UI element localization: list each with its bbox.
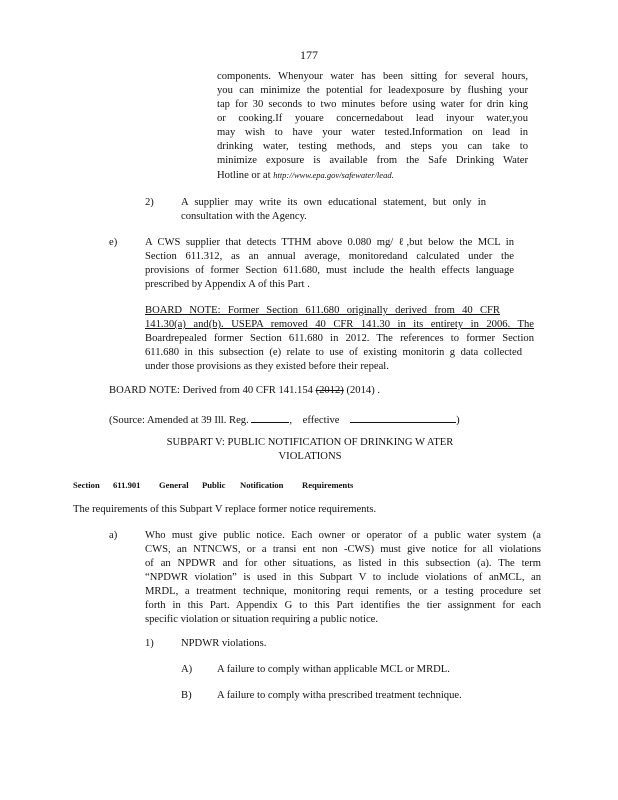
hotline-text: Hotline or at	[217, 170, 274, 181]
intro-line: or cooking.If youare concernedabout lead inyour water,you	[217, 113, 528, 124]
item-e-label: e)	[109, 237, 118, 248]
item-e-board-note	[145, 304, 534, 374]
board-note-line: under those provisions as they existed before their repeal.	[145, 361, 389, 372]
board-note-line: BOARD NOTE: Former Section 611.680 originally derived from 40 CFR	[145, 305, 500, 316]
item-2-label: 2)	[145, 197, 154, 208]
source-prefix: (Source: Amended at 39 Ill. Reg.	[109, 415, 249, 426]
derived-note-prefix: BOARD NOTE: Derived from 40 CFR 141.154	[109, 385, 316, 396]
board-note-line: 141.30(a) and(b). USEPA removed 40 CFR 141.30 in its entirety in 2006. The	[145, 319, 534, 330]
effective-date-blank	[350, 411, 456, 423]
section-title-word: Notification	[240, 480, 284, 490]
source-line: (Source: Amended at 39 Ill. Reg. , effective )	[109, 411, 529, 428]
item-a-line: CWS, an NTNCWS, or a transi ent non -CWS) must give notice for all violations	[145, 544, 541, 555]
item-B-label: B)	[181, 690, 192, 701]
intro-line: minimize exposure is available from the Safe Drinking Water	[217, 155, 528, 166]
item-A-label: A)	[181, 664, 193, 675]
subpart-intro-sentence	[73, 503, 493, 517]
section-title-word: General	[159, 480, 189, 490]
subpart-heading-line1: SUBPART V: PUBLIC NOTIFICATION OF DRINKING W ATER	[166, 437, 454, 448]
item-a-line: of an NPDWR and for other situations, as listed in this subsection (a). The term	[145, 558, 541, 569]
item-1-label: 1)	[145, 638, 154, 649]
section-label: Section	[73, 480, 100, 490]
derived-board-note	[109, 384, 529, 398]
intro-line: tap for 30 seconds to two minutes before using water for drin king	[217, 99, 528, 110]
derived-note-struck: (2012)	[315, 385, 344, 396]
epa-lead-link[interactable]: http://www.epa.gov/safewater/lead.	[273, 170, 394, 180]
item-2-line: consultation with the Agency.	[181, 211, 307, 222]
item-a-line: specific violation or situation requiring a public notice.	[145, 614, 379, 625]
derived-note-suffix: (2014) .	[343, 385, 381, 396]
page-number: 177	[300, 48, 318, 62]
subpart-heading	[120, 436, 500, 464]
item-e-line: provisions of former Section 611.680, must include the health effects language	[145, 265, 514, 276]
section-title-word: Requirements	[302, 480, 354, 490]
item-a-line: Who must give public notice. Each owner or operator of a public water system (a	[145, 530, 541, 541]
item-A-text: A failure to comply withan applicable MCL or MRDL.	[217, 664, 450, 675]
item-a-label: a)	[109, 530, 118, 541]
item-a-line: forth in this Part. Appendix G to this Part identifies the tier assignment for each	[145, 600, 541, 611]
intro-line: may wish to have your water tested.Information on lead in	[217, 127, 528, 138]
item-a-text	[145, 529, 541, 627]
reg-page-blank	[251, 411, 289, 423]
subpart-heading-line2: VIOLATIONS	[278, 451, 342, 462]
item-e-line: prescribed by Appendix A of this Part .	[145, 279, 310, 290]
board-note-line: 611.680 in this subsection (e) relate to use of existing monitorin g data collected	[145, 347, 522, 358]
intro-paragraph	[217, 70, 528, 183]
item-B-text: A failure to comply witha prescribed treatment technique.	[217, 690, 462, 701]
intro-sentence-text: The requirements of this Subpart V replace former notice requirements.	[73, 504, 377, 515]
board-note-line: Boardrepealed former Section 611.680 in 2012. The references to former Section	[145, 333, 534, 344]
item-2-line: A supplier may write its own educational statement, but only in	[181, 197, 486, 208]
source-effective: effective	[302, 415, 340, 426]
item-a-line: MRDL, a treatment technique, monitoring requi rements, or a testing procedure set	[145, 586, 541, 597]
intro-line: components. Whenyour water has been sitting for several hours,	[217, 71, 528, 82]
item-e-line: Section 611.312, as an annual average, monitoredand calculated under the	[145, 251, 514, 262]
section-number: 611.901	[113, 480, 141, 490]
item-2-text	[181, 196, 486, 224]
intro-line: you can minimize the potential for leadexposure by flushing your	[217, 85, 528, 96]
intro-line: drinking water, testing methods, and steps you can take to	[217, 141, 528, 152]
item-e-line: A CWS supplier that detects TTHM above 0.080 mg/ ℓ,but below the MCL in	[145, 237, 514, 248]
item-e-text	[145, 236, 514, 292]
item-1-text: NPDWR violations.	[181, 638, 267, 649]
item-a-line: “NPDWR violation” is used in this Subpart V to include violations of anMCL, an	[145, 572, 541, 583]
section-title-word: Public	[202, 480, 226, 490]
intro-last-line	[217, 168, 528, 183]
